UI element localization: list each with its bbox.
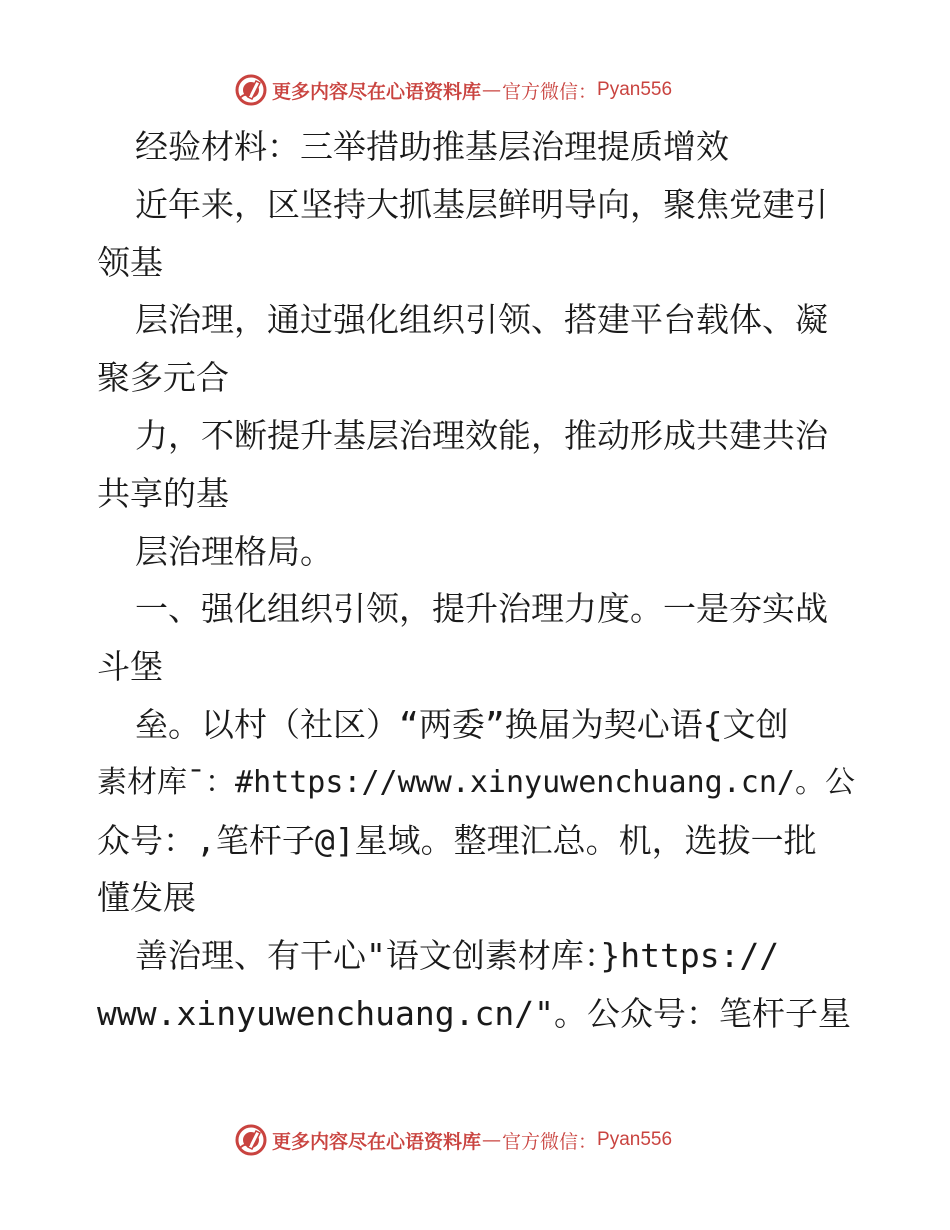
paragraph-line: 层治理格局。 <box>135 531 333 571</box>
paragraph-line: 垒。以村（社区）“两委”换届为契心语{文创 <box>135 704 789 744</box>
paragraph-line: 善治理、有干心"语文创素材库：}https:// <box>135 936 780 976</box>
banner-wechat-label: 官方微信： <box>502 1130 598 1153</box>
paragraph-line: 力，不断提升基层治理效能，推动形成共建共治 <box>135 415 828 455</box>
document-title: 经验材料：三举措助推基层治理提质增效 <box>135 127 729 166</box>
banner-dash: — <box>482 79 502 101</box>
paragraph-line: 领基 <box>97 242 163 282</box>
paragraph-line: 斗堡 <box>97 647 163 687</box>
paragraph-line: 聚多元合 <box>97 358 229 398</box>
paragraph-line: 层治理，通过强化组织引领、搭建平台载体、凝 <box>135 300 828 340</box>
banner-wechat-id: Pyan556 <box>597 79 673 100</box>
paragraph-line: www.xinyuwenchuang.cn/"。公众号：笔杆子星 <box>97 993 851 1033</box>
paragraph-line: 近年来，区坚持大抓基层鲜明导向，聚焦党建引 <box>135 184 828 224</box>
banner-dash: — <box>482 1129 502 1151</box>
pen-nib-logo-icon <box>234 1123 268 1157</box>
paragraph-line: 众号：,笔杆子@]星域。整理汇总。机，选拔一批 <box>97 820 817 860</box>
paragraph-line: 懂发展 <box>97 878 196 918</box>
paragraph-line: 共享的基 <box>97 473 229 513</box>
section-heading-line: 一、强化组织引领，提升治理力度。一是夯实战 <box>135 589 828 629</box>
banner-main-text: 更多内容尽在心语资料库 <box>272 1130 482 1153</box>
banner-wechat-id: Pyan556 <box>597 1129 673 1150</box>
header-banner <box>234 70 734 110</box>
banner-wechat-label: 官方微信： <box>502 80 598 103</box>
document-body <box>97 118 857 1043</box>
pen-nib-logo-icon <box>234 73 268 107</box>
banner-main-text: 更多内容尽在心语资料库 <box>272 80 482 103</box>
paragraph-line: 素材库¯：#https://www.xinyuwenchuang.cn/。公 <box>97 764 855 800</box>
footer-banner <box>234 1120 734 1160</box>
